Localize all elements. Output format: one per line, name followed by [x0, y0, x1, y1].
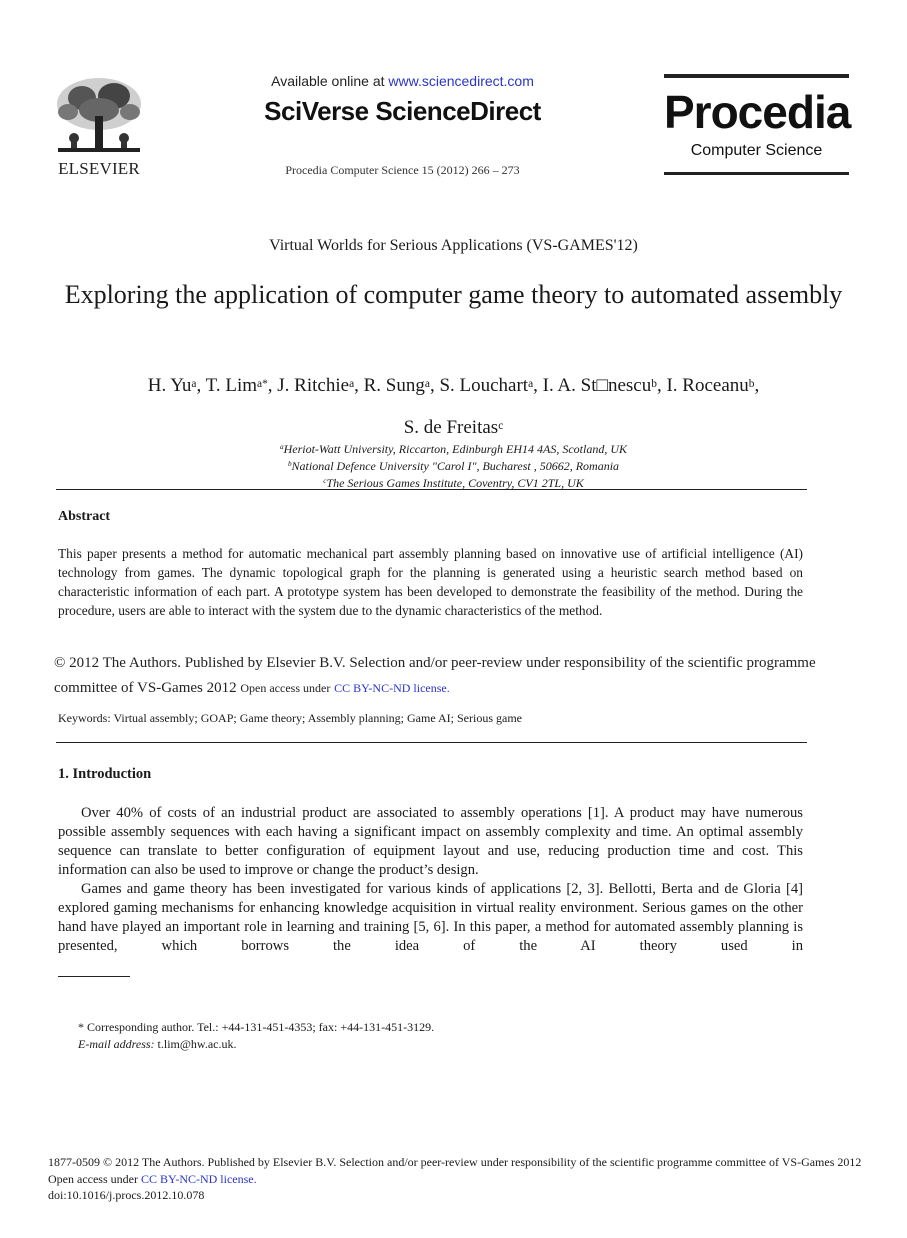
open-access-prefix: Open access under [240, 681, 331, 695]
footer-open-access-prefix: Open access under [48, 1172, 138, 1186]
author: H. Yu$^a$, [147, 375, 206, 396]
email-address: t.lim@hw.ac.uk. [157, 1037, 237, 1051]
paper-title: Exploring the application of computer game theory to automated assembly [64, 280, 843, 309]
email-line [78, 1036, 434, 1053]
conference-name: Virtual Worlds for Serious Applications (VS-GAMES'12) [269, 237, 638, 254]
section-heading-introduction: 1. Introduction [58, 766, 152, 782]
affiliation-b: $^b$National Defence University "Carol I", Bucharest , 50662, Romania [287, 459, 620, 473]
divider-bottom [56, 742, 807, 743]
affiliations [0, 441, 907, 492]
author: I. Roceanu$^b$, [666, 375, 760, 396]
footer-doi: doi:10.1016/j.procs.2012.10.078 [48, 1188, 205, 1202]
divider-top [56, 489, 807, 490]
procedia-logo-title: Procedia [664, 86, 851, 138]
sciencedirect-url-link[interactable]: www.sciencedirect.com [388, 73, 534, 89]
affiliation-a: $^a$Heriot-Watt University, Riccarton, Edinburgh EH14 4AS, Scotland, UK [279, 442, 627, 456]
author-list [40, 365, 867, 449]
elsevier-tree-icon [52, 76, 146, 158]
author: J. Ritchie$^a$, [277, 375, 364, 396]
elsevier-logo [52, 76, 146, 180]
copyright-text: © 2012 The Authors. Published by Elsevier B.V. Selection and/or peer-review under responsibility of the scientific programme committee of VS-Games 2012 [54, 655, 816, 696]
footnote [78, 1019, 434, 1053]
copyright-notice [54, 651, 819, 701]
procedia-logo [664, 74, 849, 176]
abstract-heading: Abstract [58, 509, 111, 524]
journal-citation: Procedia Computer Science 15 (2012) 266 – 273 [285, 163, 520, 177]
author: T. Lim$^{a*}$, [205, 375, 278, 396]
keywords: Keywords: Virtual assembly; GOAP; Game theory; Assembly planning; Game AI; Serious game [58, 711, 522, 725]
author: I. A. St□nescu$^b$, [542, 375, 667, 396]
available-online-line [230, 73, 575, 89]
procedia-logo-top-rule [664, 74, 849, 78]
footer-copyright-text: 1877-0509 © 2012 The Authors. Published by Elsevier B.V. Selection and/or peer-review under responsibility of the scientific programme committee of VS-Games 2012 [48, 1155, 862, 1169]
available-online-prefix: Available online at [271, 73, 385, 89]
introduction-paragraph-1: Over 40% of costs of an industrial product are associated to assembly operations [1]. A product may have numerous possible assembly sequences with each having a significant impact on assembly complexity and time. An optimal assembly sequence can translate to better configuration of equipment layout and use, reducing production time and cost. This information can also be used to improve or change the product’s design. [58, 805, 803, 878]
footer-license-link[interactable]: CC BY-NC-ND license. [140, 1172, 257, 1186]
author: S. Louchart$^a$, [439, 375, 543, 396]
abstract-body: This paper presents a method for automatic mechanical part assembly planning based on innovative use of artificial intelligence (AI) technology from games. The dynamic topological graph for the planning is generated using a heuristic search method based on characteristic information of each part. A prototype system has been developed to demonstrate the feasibility of the method. During the procedure, users are able to interact with the system due to the dynamic characteristics of the method. [58, 546, 803, 618]
sciverse-sciencedirect-wordmark: SciVerse ScienceDirect [264, 96, 541, 126]
procedia-logo-subtitle: Computer Science [690, 142, 823, 159]
introduction-paragraph-2: Games and game theory has been investigated for various kinds of applications [2, 3]. Bellotti, Berta and de Gloria [4] explored gaming mechanisms for enhancing knowledge acquisition in virtual reality environment. Serious games on the other hand have played an important role in learning and training [5, 6]. In this paper, a method for automated assembly planning is presented, which borrows the idea of the AI theory used in [58, 881, 803, 954]
license-link[interactable]: CC BY-NC-ND license. [334, 681, 450, 695]
footer-issn-line [48, 1154, 863, 1188]
footnote-separator [58, 976, 130, 977]
affiliation-c: $^c$The Serious Games Institute, Coventry, CV1 2TL, UK [323, 476, 584, 490]
procedia-logo-bottom-rule [664, 172, 849, 175]
corresponding-author-note: * Corresponding author. Tel.: +44-131-451-4353; fax: +44-131-451-3129. [78, 1020, 435, 1034]
elsevier-wordmark: ELSEVIER [58, 159, 140, 178]
author: S. de Freitas$^c$ [403, 417, 504, 438]
author: R. Sung$^a$, [363, 375, 440, 396]
email-label: E-mail address: [78, 1037, 155, 1051]
